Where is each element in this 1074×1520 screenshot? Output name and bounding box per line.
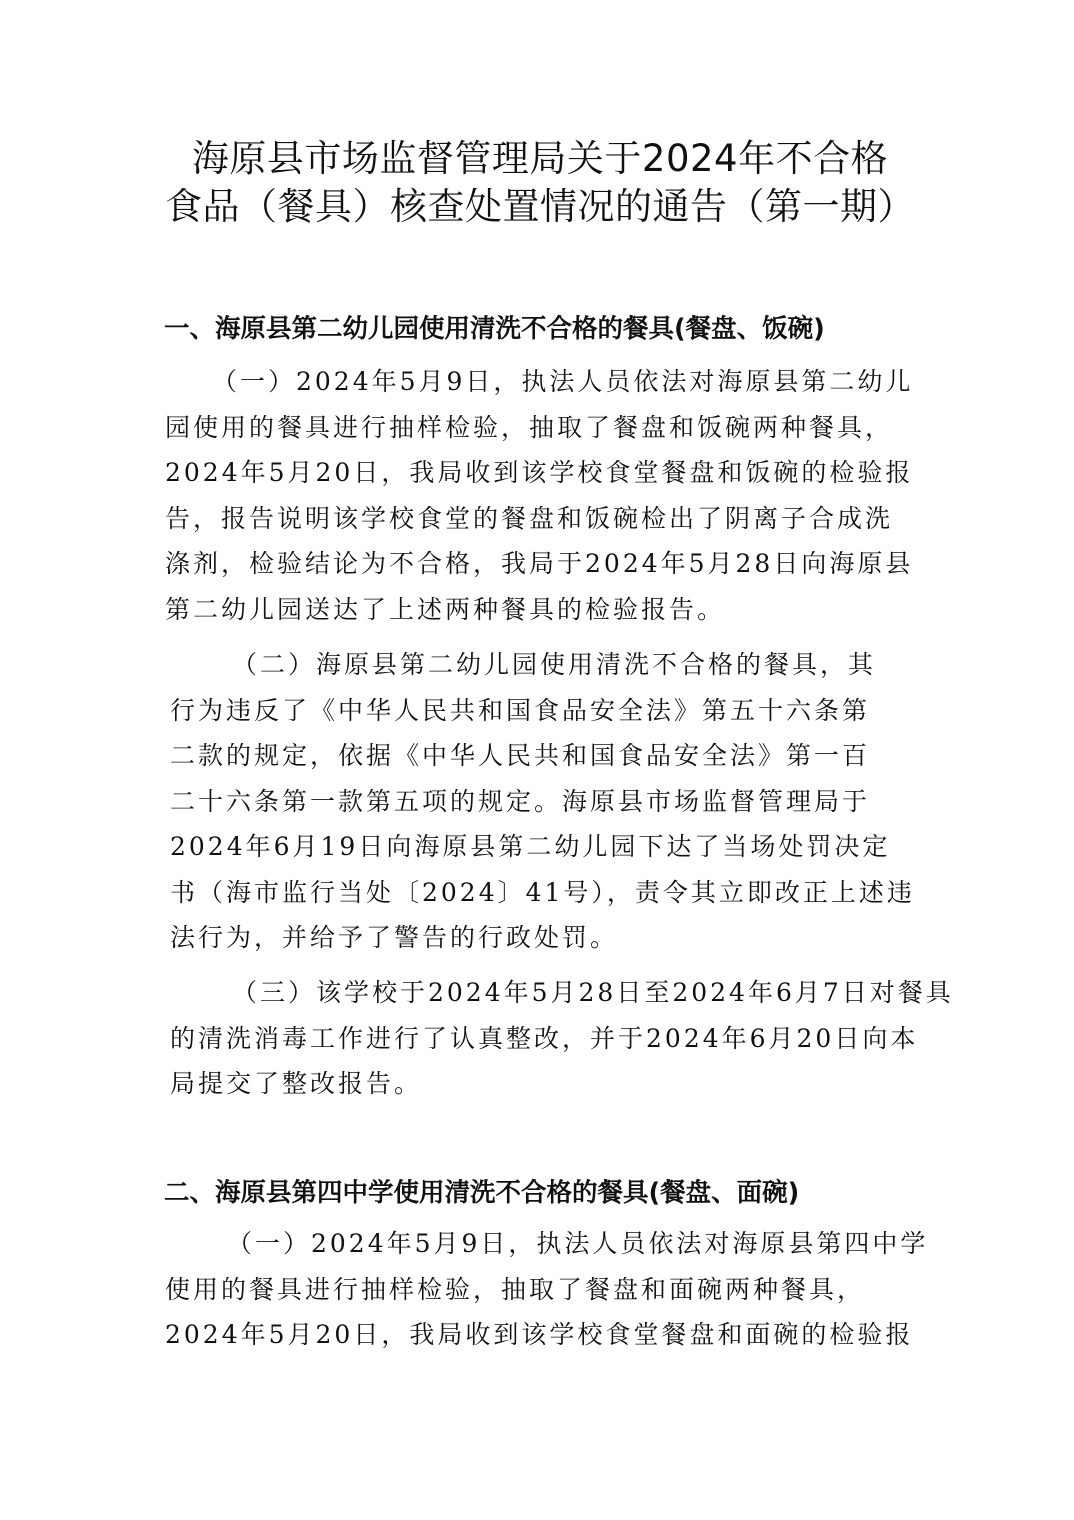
- text-line: 第二幼儿园送达了上述两种餐具的检验报告。: [165, 594, 726, 624]
- text-line: 的清洗消毒工作进行了认真整改，并于2024年6月20日向本: [170, 1023, 919, 1053]
- text-line: 告，报告说明该学校食堂的餐盘和饭碗检出了阴离子合成洗: [165, 503, 894, 533]
- text-line: 二款的规定，依据《中华人民共和国食品安全法》第一百: [170, 741, 871, 770]
- section-1-paragraph-3: [170, 970, 954, 1107]
- text-line: 涤剂，检验结论为不合格，我局于2024年5月28日向海原县: [165, 549, 914, 578]
- text-line: 二十六条第一款第五项的规定。海原县市场监督管理局于: [170, 786, 871, 816]
- text-line: （一）2024年5月9日，执法人员依法对海原县第四中学: [227, 1229, 929, 1258]
- text-line: 法行为，并给予了警告的行政处罚。: [170, 923, 619, 952]
- text-line: 行为违反了《中华人民共和国食品安全法》第五十六条第: [170, 695, 871, 725]
- title-line-1: 海原县市场监督管理局关于2024年不合格: [191, 137, 889, 180]
- text-line: 书（海市监行当处〔2024〕41号），责令其立即改正上述违: [170, 877, 915, 907]
- text-line: 2024年5月20日，我局收到该学校食堂餐盘和饭碗的检验报: [165, 458, 914, 487]
- section-1-paragraph-1: [165, 359, 915, 632]
- text-line: 园使用的餐具进行抽样检验，抽取了餐盘和饭碗两种餐具，: [165, 412, 894, 442]
- text-line: 2024年5月20日，我局收到该学校食堂餐盘和面碗的检验报: [165, 1320, 914, 1349]
- section-1-heading: 一、海原县第二幼儿园使用清洗不合格的餐具(餐盘、饭碗): [164, 314, 825, 344]
- text-line: 局提交了整改报告。: [170, 1069, 423, 1098]
- document-title: [150, 135, 930, 231]
- text-line: （二）海原县第二幼儿园使用清洗不合格的餐具，其: [232, 650, 877, 679]
- text-line: 2024年6月19日向海原县第二幼儿园下达了当场处罚决定: [170, 832, 891, 861]
- text-line: 使用的餐具进行抽样检验，抽取了餐盘和面碗两种餐具，: [165, 1274, 866, 1304]
- text-line: （三）该学校于2024年5月28日至2024年6月7日对餐具: [232, 978, 954, 1007]
- section-2-heading: 二、海原县第四中学使用清洗不合格的餐具(餐盘、面碗): [164, 1178, 800, 1208]
- section-2-paragraph-1: [165, 1221, 929, 1358]
- section-1-paragraph-2: [170, 642, 920, 961]
- title-line-2: 食品（餐具）核查处置情况的通告（第一期）: [165, 185, 915, 228]
- text-line: （一）2024年5月9日，执法人员依法对海原县第二幼儿: [212, 367, 914, 396]
